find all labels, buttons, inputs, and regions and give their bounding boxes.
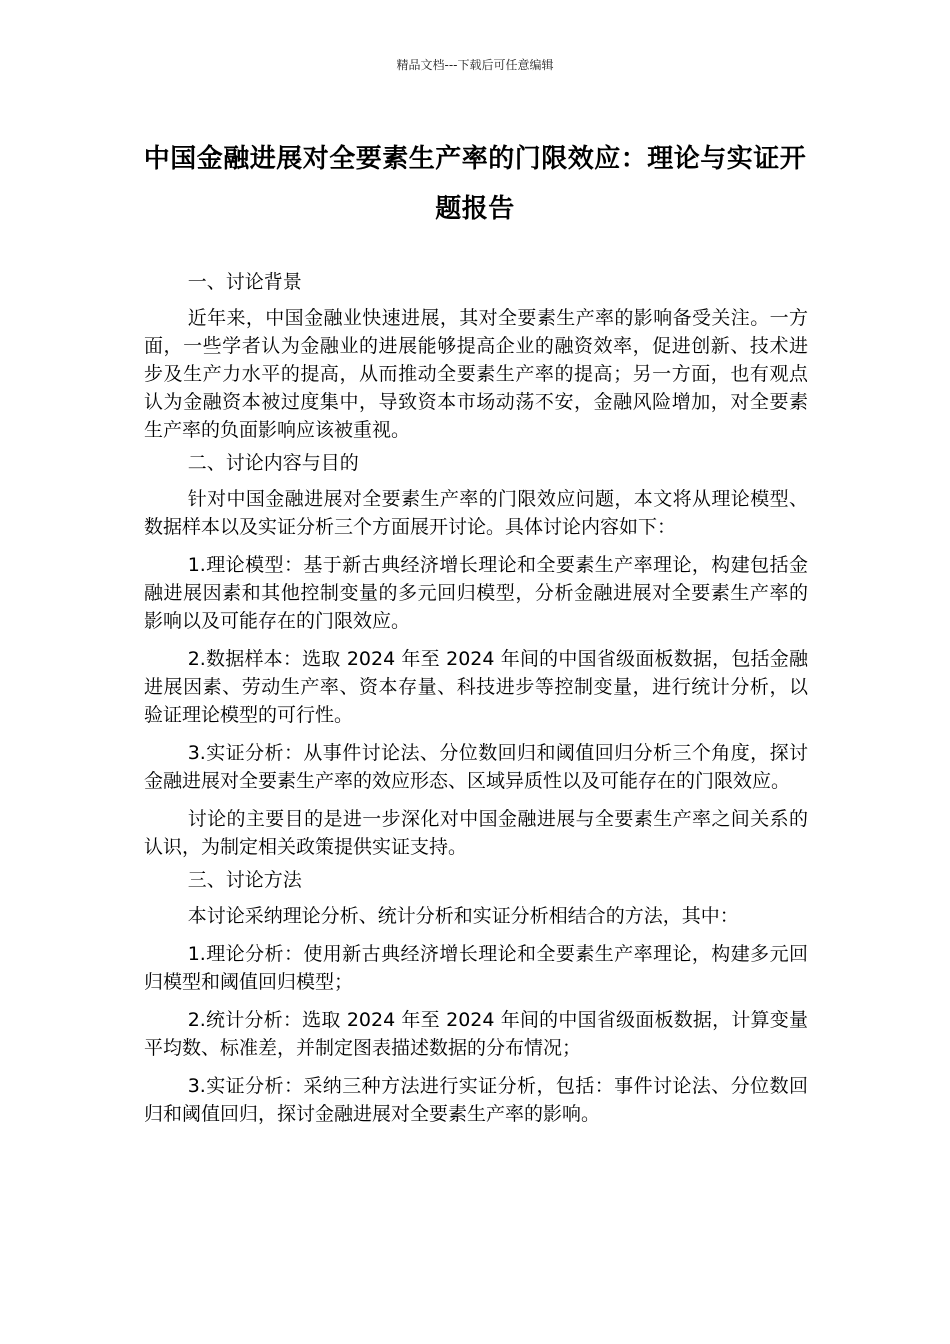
paragraph-theory-model: 1.理论模型：基于新古典经济增长理论和全要素生产率理论，构建包括金融进展因素和其他控制变量的多元回归模型，分析金融进展对全要素生产率的影响以及可能存在的门限效应。 (144, 554, 808, 632)
paragraph-method-intro: 本讨论采纳理论分析、统计分析和实证分析相结合的方法，其中： (187, 905, 739, 927)
paragraph-background: 近年来，中国金融业快速进展，其对全要素生产率的影响备受关注。一方面，一些学者认为金融业的进展能够提高企业的融资效率，促进创新、技术进步及生产力水平的提高，从而推动全要素生产率的提高；另一方面，也有观点认为金融资本被过度集中，导致资本市场动荡不安，金融风险增加，对全要素生产率的负面影响应该被重视。 (144, 307, 808, 441)
paragraph-empirical-methods: 3.实证分析：采纳三种方法进行实证分析，包括：事件讨论法、分位数回归和阈值回归，探讨金融进展对全要素生产率的影响。 (144, 1075, 808, 1125)
paragraph-data-sample: 2.数据样本：选取 2024 年至 2024 年间的中国省级面板数据，包括金融进展因素、劳动生产率、资本存量、科技进步等控制变量，进行统计分析，以验证理论模型的可行性。 (144, 648, 808, 726)
document-title: 中国金融进展对全要素生产率的门限效应：理论与实证开题报告 (143, 144, 807, 224)
paragraph-empirical-analysis: 3.实证分析：从事件讨论法、分位数回归和阈值回归分析三个角度，探讨金融进展对全要素生产率的效应形态、区域异质性以及可能存在的门限效应。 (144, 742, 808, 792)
document-body (144, 268, 808, 1128)
section-heading-method: 三、讨论方法 (187, 869, 302, 891)
paragraph-content-intro: 针对中国金融进展对全要素生产率的门限效应问题，本文将从理论模型、数据样本以及实证分析三个方面展开讨论。具体讨论内容如下： (144, 488, 808, 538)
header-note: 精品文档---下载后可任意编辑 (396, 58, 554, 72)
paragraph-statistical-analysis: 2.统计分析：选取 2024 年至 2024 年间的中国省级面板数据，计算变量平均数、标准差，并制定图表描述数据的分布情况； (144, 1009, 808, 1059)
section-heading-background: 一、讨论背景 (187, 271, 302, 293)
paragraph-main-purpose: 讨论的主要目的是进一步深化对中国金融进展与全要素生产率之间关系的认识，为制定相关政策提供实证支持。 (144, 808, 808, 858)
paragraph-theory-analysis: 1.理论分析：使用新古典经济增长理论和全要素生产率理论，构建多元回归模型和阈值回归模型； (144, 943, 808, 993)
section-heading-content-purpose: 二、讨论内容与目的 (187, 452, 359, 474)
